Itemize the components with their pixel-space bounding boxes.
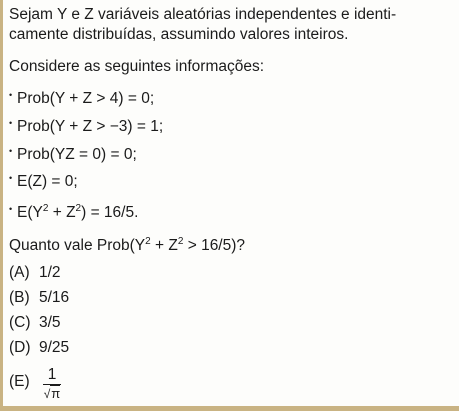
fraction-numerator: 1: [47, 366, 57, 383]
bullet-icon: •: [9, 90, 13, 101]
option-a[interactable]: [9, 263, 61, 282]
intro-line-1: Sejam Y e Z variáveis aleatórias independentes e identi-: [9, 6, 397, 23]
question-post: > 16/5)?: [183, 237, 246, 254]
option-value: 9/25: [39, 339, 70, 356]
fact-2: [9, 117, 163, 136]
option-letter: (A): [9, 264, 30, 281]
fact-text: Prob(Y + Z > 4) = 0;: [17, 90, 155, 107]
intro-line-2: camente distribuídas, assumindo valores inteiros.: [9, 26, 349, 43]
option-e-fraction: [43, 367, 61, 401]
exponent: 2: [177, 236, 184, 247]
fact-4: [9, 172, 78, 191]
fact-text: Prob(YZ = 0) = 0;: [17, 146, 137, 163]
option-letter: (B): [9, 289, 30, 306]
consider-line: Considere as seguintes informações:: [9, 58, 265, 75]
bullet-icon: •: [9, 118, 13, 129]
question-pre: Quanto vale Prob(Y: [9, 237, 146, 254]
option-letter: (E): [9, 373, 30, 390]
fact-text: Prob(Y + Z > −3) = 1;: [17, 118, 164, 135]
bullet-icon: •: [9, 173, 13, 184]
option-d[interactable]: [9, 338, 69, 357]
sqrt-icon: √: [43, 387, 51, 401]
option-letter: (D): [9, 339, 31, 356]
option-value: 5/16: [39, 289, 70, 306]
fraction-denominator: [43, 387, 61, 401]
fact-5: [9, 203, 138, 222]
bullet-icon: •: [9, 204, 13, 215]
bullet-icon: •: [9, 146, 13, 157]
exponent: 2: [145, 236, 151, 247]
option-value: 3/5: [39, 314, 61, 331]
fact-1: [9, 89, 154, 108]
option-e[interactable]: [9, 372, 39, 391]
question-mid: + Z: [150, 237, 178, 254]
fact-5-post: ) = 16/5.: [81, 204, 139, 221]
fact-text: E(Z) = 0;: [17, 173, 78, 190]
option-c[interactable]: [9, 313, 61, 332]
exponent: 2: [75, 203, 82, 214]
exponent: 2: [42, 203, 49, 214]
radicand: π: [51, 386, 61, 401]
option-b[interactable]: [9, 288, 69, 307]
question-line: [9, 236, 245, 255]
fact-3: [9, 145, 137, 164]
option-value: 1/2: [39, 264, 61, 281]
fact-5-pre: E(Y: [17, 204, 43, 221]
fact-5-mid: + Z: [48, 204, 76, 221]
option-letter: (C): [9, 314, 31, 331]
